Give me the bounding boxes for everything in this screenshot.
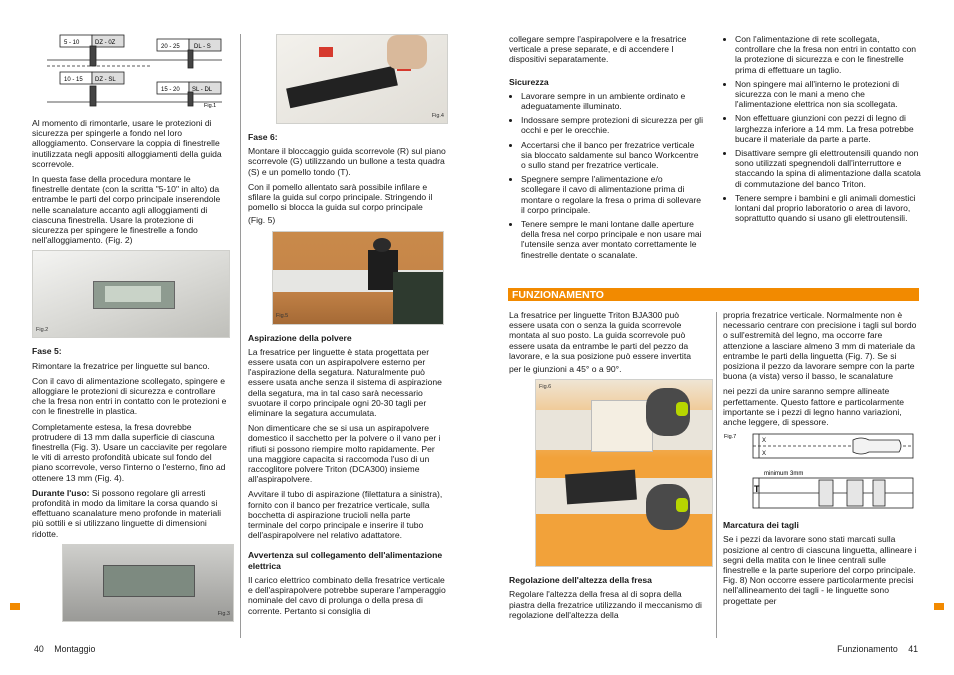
section-title: FUNZIONAMENTO xyxy=(512,289,604,301)
figure-6 xyxy=(535,379,713,567)
middle-column xyxy=(248,34,448,621)
bold-lead: Durante l'uso: xyxy=(32,487,90,498)
fig1-label: 5 - 10 xyxy=(64,40,80,46)
list-item: • Accertarsi che il banco per frezatrice verticale sia bloccato saldamente sul banco Workcentre o sullo stand per frezatrice verticale. xyxy=(521,140,704,171)
fig7-x-label: X xyxy=(762,438,767,445)
fig7-t-label: T xyxy=(754,484,760,495)
footer-label: Funzionamento xyxy=(837,644,898,654)
column-rule xyxy=(240,34,241,638)
list-item: • Lavorare sempre in un ambiente ordinato e adeguatamente illuminato. xyxy=(521,91,704,111)
fig2-caption: Fig.2 xyxy=(36,327,49,334)
right-column-2 xyxy=(723,34,921,227)
figure-1 xyxy=(32,34,228,110)
list-item: • Tenere sempre le mani lontane dalle aperture della fresa nel corpo principale e non usare mai l'utensile senza aver montato correttamente le finestrelle dentate o scanalate. xyxy=(521,219,704,260)
fig6-caption: Fig.6 xyxy=(539,384,552,391)
safety-list xyxy=(509,91,704,260)
fig1-label: 20 - 25 xyxy=(161,44,180,50)
paragraph-text: Si possono regolare gli arresti profondità in modo da limitare la corsa quando si effettuano scanalature meno profonde in materiali più sottili e si utilizzano linguette di dimensioni ridotte. xyxy=(32,487,222,539)
fig5-knob xyxy=(373,238,391,252)
fig1-caption: Fig.1 xyxy=(204,103,217,109)
paragraph: Al momento di rimontarle, usare le protezioni di sicurezza per spingerle a fondo nel loro alloggiamento. Conservare la coppia di finestrelle inutilizzata negli appositi alloggiamenti della guida scorrevole. xyxy=(32,118,222,169)
page-number: 40 xyxy=(34,644,44,654)
fig3-window xyxy=(103,565,195,597)
paragraph: Regolare l'altezza della fresa al di sopra della piastra della frezatrice utilizzando il meccanismo di regolazione dell'altezza della xyxy=(509,589,702,620)
list-item: • Non effettuare giunzioni con pezzi di legno di larghezza inferiore a 14 mm. La fresa potrebbe bucare il materiale da parte a parte. xyxy=(735,113,921,144)
list-item: • Con l'alimentazione di rete scollegata, controllare che la fresa non entri in contatto con la protezione di sicurezza e con le finestrelle prima di effettuare un taglio. xyxy=(735,34,921,75)
fig4-tool xyxy=(286,66,398,108)
fig4-red-part xyxy=(319,47,333,57)
paragraph: Con il cavo di alimentazione scollegato, spingere e alloggiare le protezioni di sicurezza e controllare che la fresa non entri in contatto con le protezioni e con le finestrelle in plastica. xyxy=(32,375,227,417)
page-tab-right xyxy=(934,603,944,610)
list-item: • Non spingere mai all'interno le protezioni di sicurezza con le mani a meno che l'alimentazione elettrica non sia scollegata. xyxy=(735,79,921,110)
page-tab-left xyxy=(10,603,20,610)
right-column-1 xyxy=(509,34,704,264)
paragraph: propria frezatrice verticale. Normalmente non è necessario centrare con precisione i tagli sul bordo o sull'estremità del legno, ma occorre fare attenzione a lasciare almeno 3 mm di materiale da entrambe le parti della linguetta (Fig. 7). Se si posiziona il pezzo da lavorare sempre con la parte buona (a vista) verso il basso, le scanalature xyxy=(723,310,917,382)
page-number: 41 xyxy=(908,644,918,654)
right-column-4 xyxy=(723,310,921,611)
paragraph xyxy=(32,488,228,539)
paragraph: (Fig. 5) xyxy=(248,215,276,226)
fig5-caption: Fig.5 xyxy=(276,313,289,320)
fig6-earmuff xyxy=(676,498,688,512)
paragraph: collegare sempre l'aspirapolvere e la fresatrice verticale a prese separate, e di accendere I dispositivi separatamente. xyxy=(509,34,687,65)
paragraph: Se i pezzi da lavorare sono stati marcati sulla posizione al centro di ciascuna linguetta, allineare i segni della matita con le linee centrali sulle finestrelle e la parte superiore del corpo principale. Fig. 8) Non occorre essere particolarmente precisi nell'allineamento dei tagli - le linguette sono progettate per xyxy=(723,534,917,606)
figure-2 xyxy=(32,250,230,338)
right-column-3 xyxy=(509,310,705,625)
list-item: • Spegnere sempre l'alimentazione e/o scollegare il cavo di alimentazione prima di montare o regolare la fresa o prima di sollevare il corpo principale. xyxy=(521,174,704,215)
page-footer-left xyxy=(34,644,95,654)
heading-sicurezza: Sicurezza xyxy=(509,76,549,87)
fig4-hand xyxy=(387,35,427,69)
paragraph: La fresatrice per linguette Triton BJA300 può essere usata con o senza la guida scorrevole montata al suo posto. La guida scorrevole può essere usata da entrambe le parti del pezzo da lavorare, e la sua posizione può essere invertita xyxy=(509,310,692,361)
fig6-earmuff xyxy=(676,402,688,416)
paragraph: per le giunzioni a 45° o a 90°. xyxy=(509,364,622,375)
figure-3 xyxy=(62,544,234,622)
figure-1-diagram xyxy=(32,34,228,110)
list-item: • Disattivare sempre gli elettroutensili quando non sono utilizzati spegnendoli dall'interruttore e staccando la spina di alimentazione dalla scatola di commutazione del banco Triton. xyxy=(735,148,921,189)
figure-4 xyxy=(276,34,448,124)
list-item: • Tenere sempre i bambini e gli animali domestici lontani dal proprio laboratorio o area di lavoro, soprattutto quando si usano gli elettroutensili. xyxy=(735,193,921,224)
fig1-label: DL - S xyxy=(194,44,211,50)
column-rule xyxy=(716,312,717,638)
fig6-workpiece xyxy=(591,400,653,452)
paragraph: nei pezzi da unire saranno sempre allineate perfettamente. Questo fattore e particolarmente importante se i pezzi di legno hanno variazioni, anche leggere, di spessore. xyxy=(723,386,905,428)
paragraph: Il carico elettrico combinato della fresatrice verticale e dell'aspirapolvere potrebbe superare l'amperaggio nominale del cavo di prolunga o della presa di corrente. Pertanto si consiglia di xyxy=(248,574,446,616)
fig6-router-plate xyxy=(565,470,637,505)
section-header-funzionamento xyxy=(508,288,919,301)
fig7-caption: Fig.7 xyxy=(724,434,737,441)
fig1-label: DZ - 0Z xyxy=(95,40,116,46)
paragraph: Con il pomello allentato sarà possibile infilare e sfilare la guida sul corpo principale. Stringendo il pomello si blocca la guida sul corpo principale xyxy=(248,181,433,213)
page-footer-right xyxy=(837,644,918,654)
list-item: • Indossare sempre protezioni di sicurezza per gli occhi e per le orecchie. xyxy=(521,115,704,135)
heading-regolazione: Regolazione dell'altezza della fresa xyxy=(509,575,652,586)
heading-fase-6: Fase 6: xyxy=(248,132,278,142)
heading-marcatura: Marcatura dei tagli xyxy=(723,520,799,531)
figure-5 xyxy=(272,231,444,325)
fig3-caption: Fig.3 xyxy=(217,610,230,617)
paragraph: La fresatrice per linguette è stata progettata per essere usata con un aspirapolvere esterno per l'aspirazione della segatura. Naturalmente può essere usata anche senza il sistema di aspirazione della segatura, ma in tal caso sarà necessario svuotare il corpo principale ogni 20-30 tagli per eliminare la segatura accumulata. xyxy=(248,346,442,419)
paragraph: Montare il bloccaggio guida scorrevole (R) sul piano scorrevole (G) utilizzando un bullone a testa quadra (S) e un pomello tondo (T). xyxy=(248,146,446,177)
paragraph: In questa fase della procedura montare le finestrelle dentate (con la scritta "5-10" in alto) da entrambe le parti del corpo principale inserendole nelle scanalature accanto agli alloggiamenti di ciascuna finestrella. Usare la protezione di sicurezza per spingere le finestrelle a fondo nell'alloggiamento. (Fig. 2) xyxy=(32,174,221,246)
fig7-x-label: X xyxy=(762,451,767,458)
fig1-label: 15 - 20 xyxy=(161,87,180,93)
heading-aspirazione: Aspirazione della polvere xyxy=(248,332,352,343)
fig4-caption: Fig.4 xyxy=(431,112,444,119)
fig5-base xyxy=(393,272,443,324)
paragraph: Completamente estesa, la fresa dovrebbe protrudere di 13 mm dalla superficie di ciascuna finestrella (Fig. 3). Usare un cacciavite per regolare le viti di arresto profondità ubicate sul fondo del piano scorrevole, verso l'interno o l'esterno, fino ad ottenere 13 mm (Fig. 4). xyxy=(32,421,227,483)
fig7-min-label: minimum 3mm xyxy=(764,471,804,478)
heading-fase-5: Fase 5: xyxy=(32,346,62,357)
figure-7 xyxy=(723,432,921,512)
footer-label: Montaggio xyxy=(54,644,96,654)
left-column xyxy=(32,34,228,630)
fig1-label: DZ - SL xyxy=(95,77,116,83)
safety-list xyxy=(723,34,921,223)
paragraph: Rimontare la frezatrice per linguette sul banco. xyxy=(32,360,210,371)
fig1-label: 10 - 15 xyxy=(64,77,83,83)
heading-avvertenza: Avvertenza sul collegamento dell'alimentazione elettrica xyxy=(248,550,443,571)
figure-7-diagram xyxy=(723,432,921,512)
paragraph: Avvitare il tubo di aspirazione (filettatura a sinistra), fornito con il banco per frezatrice verticale, sulla bocchetta di aspirazione trucioli nella parte terminale del corpo principale e inserire il tubo dell'aspirapolvere nel relativo adattatore. xyxy=(248,489,443,541)
fig2-insert xyxy=(105,286,161,302)
paragraph: Non dimenticare che se si usa un aspirapolvere domestico il sacchetto per la polvere o il vano per i rifiuti si possono riempire molto rapidamente. Per una maggiore capacita si raccomoda l'uso di un raccoglitore polvere Triton (DCA300) insieme all'aspirapolvere. xyxy=(248,423,441,485)
fig1-label: SL - DL xyxy=(192,87,213,93)
